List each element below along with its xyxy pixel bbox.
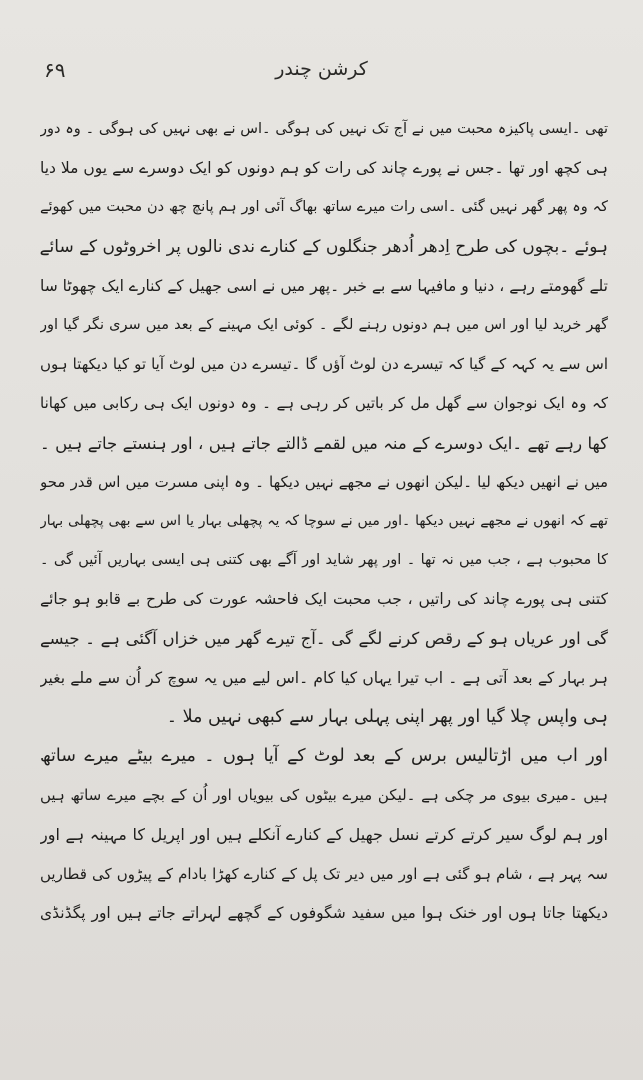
- text-line: کہ وہ ایک نوجوان سے گھل مل کر باتیں کر رہی ہے ۔ وہ دونوں ایک ہی رکابی میں کھانا: [40, 394, 608, 413]
- text-line: ہی واپس چلا گیا اور پھر اپنی پہلی بہار سے کبھی نہیں ملا ۔: [166, 706, 608, 727]
- text-line: اور ہم لوگ سیر کرتے کرتے نسل جھیل کے کنارے آنکلے ہیں اور اپریل کا مہینہ ہے اور: [40, 825, 608, 845]
- text-line: کھا رہے تھے ۔ایک دوسرے کے منہ میں لقمے ڈالتے جاتے ہیں ، اور ہنستے جاتے ہیں ۔: [40, 433, 608, 453]
- page-header: [0, 58, 643, 88]
- text-line: ہیں ۔میری بیوی مر چکی ہے ۔لیکن میرے بیٹوں کی بیویاں اور اُن کے بچے میرے ساتھ ہیں: [40, 786, 608, 805]
- text-line: سہ پہر ہے ، شام ہو گئی ہے اور میں دیر تک پل کے کنارے کھڑا بادام کے پیڑوں کی قطاریں: [40, 864, 608, 883]
- page-number: ۶۹: [44, 58, 66, 82]
- text-line: گھر خرید لیا اور اس میں ہم دونوں رہنے لگے ۔ کوئی ایک مہینے کے بعد میں سری نگر گیا اور: [40, 316, 608, 333]
- body-text: [40, 110, 608, 933]
- text-line: اور اب میں اڑتالیس برس کے بعد لوٹ کے آیا ہوں ۔ میرے بیٹے میرے ساتھ: [40, 746, 608, 766]
- text-line: میں نے انھیں دیکھ لیا ۔لیکن انھوں نے مجھے نہیں دیکھا ۔ وہ اپنی مسرت میں اس قدر محو: [40, 472, 608, 491]
- text-line: دیکھتا جاتا ہوں اور خنک ہوا میں سفید شگوفوں کے گچھے لہراتے جاتے ہیں اور پگڈنڈی: [40, 903, 608, 922]
- text-line: ہر بہار کے بعد آتی ہے ۔ اب تیرا یہاں کیا کام ۔اس لیے میں یہ سوچ کر اُن سے ملے بغیر: [40, 668, 608, 687]
- text-line: ہی کچھ اور تھا ۔جس نے پورے چاند کی رات کو ہم دونوں کو ایک دوسرے سے یوں ملا دیا: [40, 159, 608, 178]
- text-line: اس سے یہ کہہ کے گیا کہ تیسرے دن لوٹ آؤں گا ۔تیسرے دن میں لوٹ آیا تو کیا دیکھتا ہوں: [40, 355, 608, 374]
- running-title: کرشن چندر: [275, 58, 368, 80]
- text-line: کا محبوب ہے ، جب میں نہ تھا ۔ اور پھر شاید اور آگے بھی کتنی ہی ایسی بہاریں آئیں گی ۔: [40, 552, 608, 569]
- text-line: تھی ۔ایسی پاکیزہ محبت میں نے آج تک نہیں کی ہوگی ۔اس نے بھی نہیں کی ہوگی ۔ وہ دور: [40, 121, 608, 137]
- text-line: گی اور عریاں ہو کے رقص کرنے لگے گی ۔آج تیرے گھر میں خزاں آگئی ہے ۔ جیسے: [40, 629, 608, 649]
- text-line: تلے گھومتے رہے ، دنیا و مافیہا سے بے خبر ۔پھر میں نے اسی جھیل کے کنارے ایک چھوٹا سا: [40, 276, 608, 295]
- text-line: کتنی ہی پورے چاند کی راتیں ، جب محبت ایک فاحشہ عورت کی طرح بے قابو ہو جائے: [40, 590, 608, 609]
- text-line: تھے کہ انھوں نے مجھے نہیں دیکھا ۔اور میں نے سوچا کہ یہ پچھلی بہار یا اس سے بھی پچھلی بہار: [40, 512, 608, 529]
- text-line: ہوئے ۔بچوں کی طرح اِدھر اُدھر جنگلوں کے کنارے ندی نالوں پر اخروٹوں کے سائے: [40, 236, 608, 257]
- text-line: کہ وہ پھر گھر نہیں گئی ۔اسی رات میرے ساتھ بھاگ آئی اور ہم پانچ چھ دن محبت میں کھوئے: [40, 199, 608, 216]
